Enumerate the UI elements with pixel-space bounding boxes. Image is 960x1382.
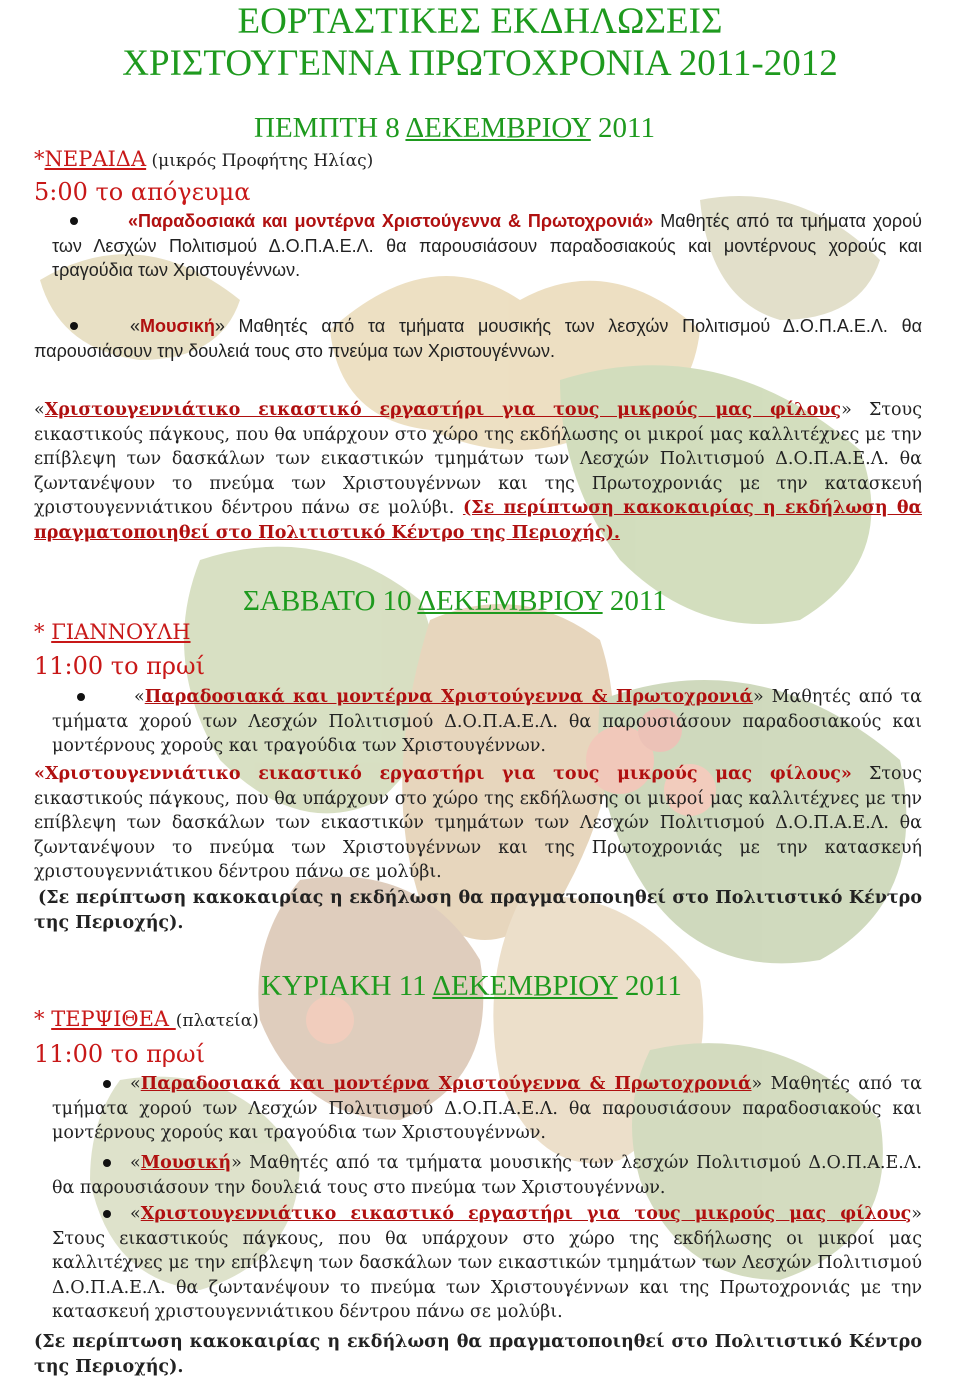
day2-time: 11:00 το πρωί xyxy=(34,652,206,680)
day3-time: 11:00 το πρωί xyxy=(34,1040,206,1068)
title-line-2: ΧΡΙΣΤΟΥΓΕΝΝΑ ΠΡΩΤΟΧΡΟΝΙΑ 2011-2012 xyxy=(122,43,838,84)
day2-place: * ΓΙΑΝΝΟΥΛΗ xyxy=(34,620,191,644)
day1-heading: ΠΕΜΠΤΗ 8 ΔΕΚΕΜΒΡΙΟΥ 2011 xyxy=(254,112,655,144)
day2-item1: «Παραδοσιακά και μοντέρνα Χριστούγεννα & Πρωτοχρονιά» Μαθητές από τα τμήματα χορού των Λεσχών Πολιτισμού Δ.Ο.Π.Α.Ε.Λ. θα παρουσιάσουν παραδοσιακούς και μοντέρνους χορούς και τραγούδια των Χριστουγέννων. xyxy=(52,687,922,756)
day3-heading: ΚΥΡΙΑΚΗ 11 ΔΕΚΕΜΒΡΙΟΥ 2011 xyxy=(261,970,682,1002)
day3-item2: «Μουσική» Μαθητές από τα τμήματα μουσικής των λεσχών Πολιτισμού Δ.Ο.Π.Α.Ε.Λ. θα παρουσιάσουν την δουλειά τους στο πνεύμα των Χριστουγέννων. xyxy=(52,1153,922,1198)
day3-item3: «Χριστουγεννιάτικο εικαστικό εργαστήρι για τους μικρούς μας φίλους» Στους εικαστικούς πάγκους, που θα υπάρχουν στο χώρο της εκδήλωσης οι μικροί μας καλλιτέχνες με την επίβλεψη των δασκάλων των εικαστικών τμημάτων των Λεσχών Πολιτισμού Δ.Ο.Π.Α.Ε.Λ. θα ζωντανέψουν το πνεύμα των Χριστουγέννων και της Πρωτοχρονιάς με την κατασκευή χριστουγεννιάτικου δέντρου πάνω σε μολύβι. xyxy=(52,1204,922,1322)
day1-time: 5:00 το απόγευμα xyxy=(34,178,251,206)
day1-item1: «Παραδοσιακά και μοντέρνα Χριστούγεννα & Πρωτοχρονιά» Μαθητές από τα τμήματα χορού των Λεσχών Πολιτισμού Δ.Ο.Π.Α.Ε.Λ. θα παρουσιάσουν παραδοσιακούς και μοντέρνους χορούς και τραγούδια των Χριστουγέννων. xyxy=(52,211,922,280)
day1-place: *ΝΕΡΑΙΔΑ (μικρός Προφήτης Ηλίας) xyxy=(34,147,374,171)
day2-heading: ΣΑΒΒΑΤΟ 10 ΔΕΚΕΜΒΡΙΟΥ 2011 xyxy=(243,585,667,617)
day1-item2: «Μουσική» Μαθητές από τα τμήματα μουσικής των λεσχών Πολιτισμού Δ.Ο.Π.Α.Ε.Λ. θα παρουσιάσουν την δουλειά τους στο πνεύμα των Χριστουγέννων. xyxy=(34,316,922,361)
title-line-1: ΕΟΡΤΑΣΤΙΚΕΣ ΕΚΔΗΛΩΣΕΙΣ xyxy=(237,1,723,42)
day2-note: (Σε περίπτωση κακοκαιρίας η εκδήλωση θα πραγματοποιηθεί στο Πολιτιστικό Κέντρο της Περιοχής). xyxy=(34,888,922,933)
day3-note: (Σε περίπτωση κακοκαιρίας η εκδήλωση θα πραγματοποιηθεί στο Πολιτιστικό Κέντρο της Περιοχής). xyxy=(34,1332,922,1377)
day3-item1: «Παραδοσιακά και μοντέρνα Χριστούγεννα & Πρωτοχρονιά» Μαθητές από τα τμήματα χορού των Λεσχών Πολιτισμού Δ.Ο.Π.Α.Ε.Λ. θα παρουσιάσουν παραδοσιακούς και μοντέρνους χορούς και τραγούδια των Χριστουγέννων. xyxy=(52,1074,922,1143)
day3-place: * ΤΕΡΨΙΘΕΑ (πλατεία) xyxy=(34,1007,259,1031)
day2-item2: «Χριστουγεννιάτικο εικαστικό εργαστήρι για τους μικρούς μας φίλους» Στους εικαστικούς πάγκους, που θα υπάρχουν στο χώρο της εκδήλωσης οι μικροί μας καλλιτέχνες με την επίβλεψη των δασκάλων των εικαστικών τμημάτων των Λεσχών Πολιτισμού Δ.Ο.Π.Α.Ε.Λ. θα ζωντανέψουν το πνεύμα των Χριστουγέννων και της Πρωτοχρονιάς με την κατασκευή χριστουγεννιάτικου δέντρου πάνω σε μολύβι. xyxy=(34,764,922,882)
day1-item3: «Χριστουγεννιάτικο εικαστικό εργαστήρι για τους μικρούς μας φίλους» Στους εικαστικούς πάγκους, που θα υπάρχουν στο χώρο της εκδήλωσης οι μικροί μας καλλιτέχνες με την επίβλεψη των δασκάλων των εικαστικών τμημάτων των Λεσχών Πολιτισμού Δ.Ο.Π.Α.Ε.Λ. θα ζωντανέψουν το πνεύμα των Χριστουγέννων και της Πρωτοχρονιάς με την κατασκευή χριστουγεννιάτικου δέντρου πάνω σε μολύβι. (Σε περίπτωση κακοκαιρίας η εκδήλωση θα πραγματοποιηθεί στο Πολιτιστικό Κέντρο της Περιοχής). xyxy=(34,400,922,543)
